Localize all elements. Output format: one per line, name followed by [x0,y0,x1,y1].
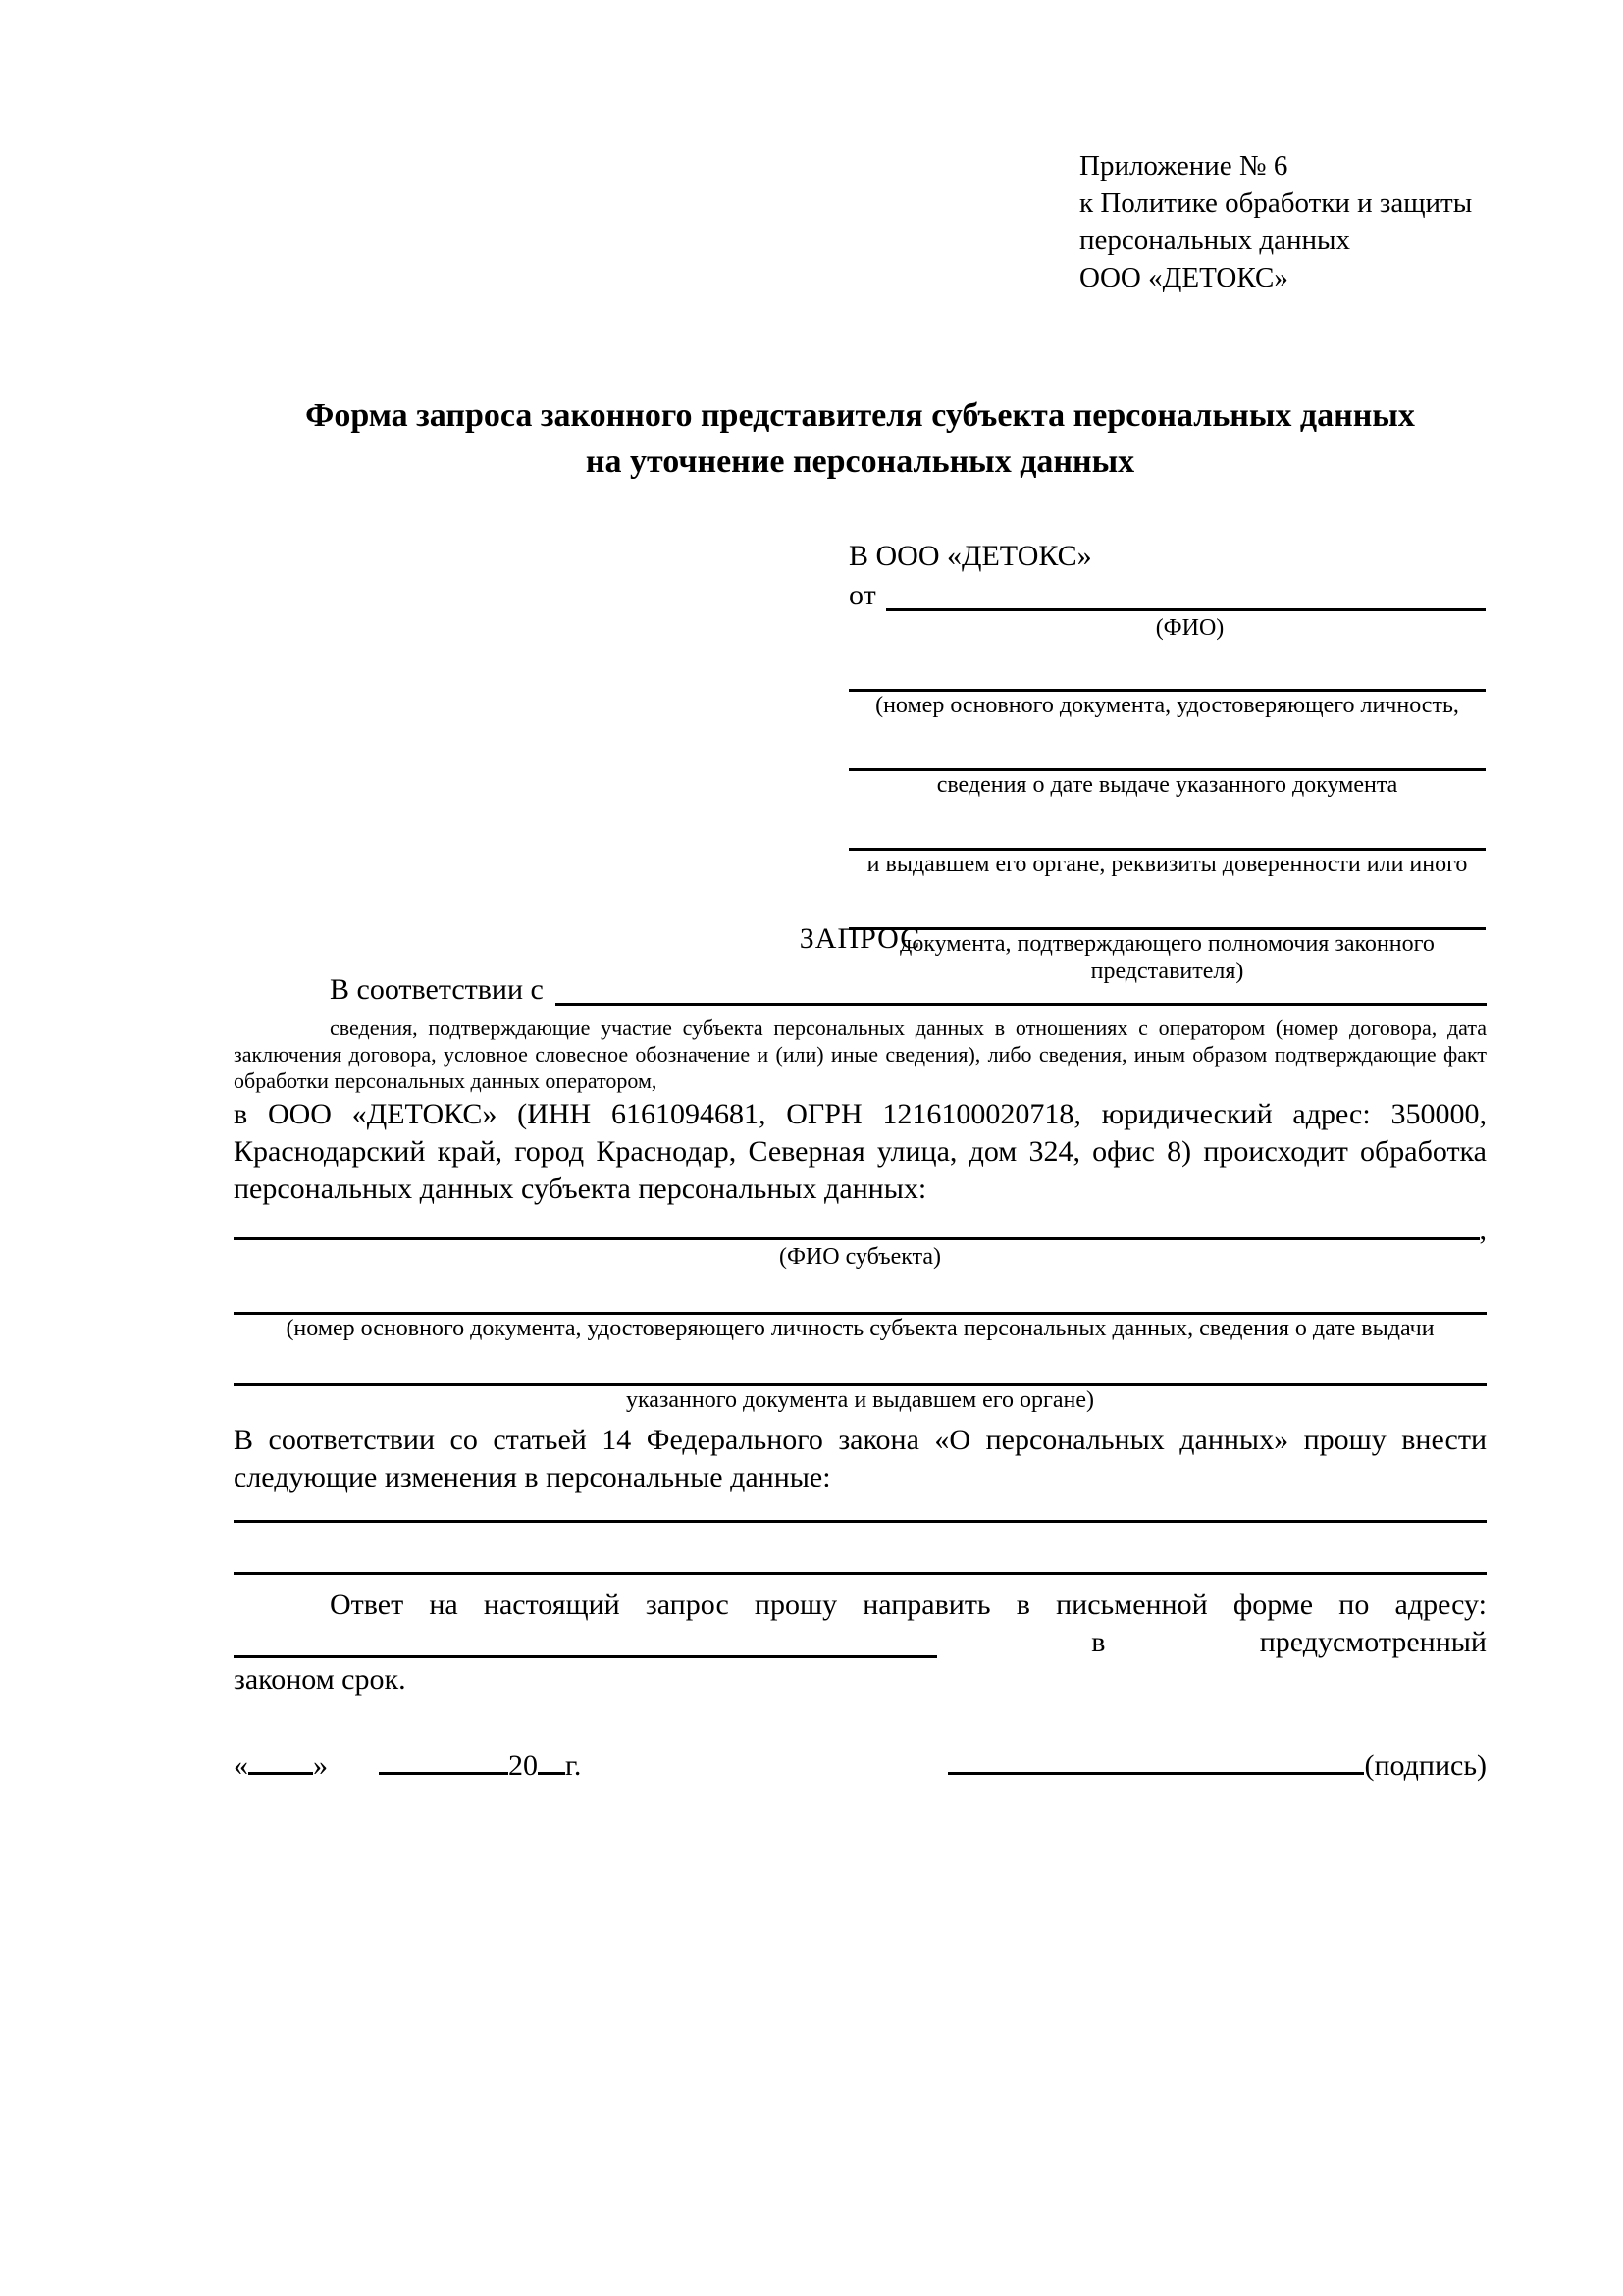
addressee-to: В ООО «ДЕТОКС» [849,540,1092,572]
date-year-suffix: г. [565,1749,582,1782]
answer-word-in: в [1091,1626,1106,1658]
date-signature-row [234,1748,1487,1787]
trailing-comma: , [1479,1214,1487,1246]
subject-fio-blank-line [234,1212,1480,1240]
addressee-block [849,538,1486,985]
basis-blank-line [555,971,1487,1006]
representative-doc-caption-3: и выдавшем его органе, реквизиты доверенности или иного [866,852,1468,877]
document-title-line: на уточнение персональных данных [585,444,1135,480]
subject-fio-caption: (ФИО субъекта) [778,1244,942,1270]
answer-closing-line: законом срок. [234,1663,406,1696]
representative-doc-caption-4: документа, подтверждающего полномочия законного представителя) [900,931,1435,984]
address-blank-line [234,1624,937,1658]
appendix-line: Приложение № 6 [1079,150,1288,182]
document-title [234,392,1487,485]
appendix-block [1079,147,1472,296]
appendix-line: персональных данных [1079,225,1351,256]
subject-doc-caption-1: (номер основного документа, удостоверяющего личность субъекта персональных данных, сведения о дате выдачи [286,1316,1435,1341]
subject-fio-row [234,1212,1487,1246]
basis-row [234,971,1487,1009]
signature-field [948,1748,1487,1787]
answer-request-line: Ответ на настоящий запрос прошу направить в письменной форме по адресу: [330,1589,1487,1621]
answer-address-row [234,1624,1487,1661]
representative-doc-caption-1: (номер основного документа, удостоверяющего личность, [875,693,1459,718]
changes-blank-line-2 [234,1572,1487,1575]
from-label: от [849,579,876,611]
request-heading: ЗАПРОС [799,922,921,955]
operator-paragraph: в ООО «ДЕТОКС» (ИНН 6161094681, ОГРН 1216100020718, юридический адрес: 350000, Краснодарский край, город Краснодар, Северная улица, дом 324, офис 8) происходит обработка персональных данных субъекта персональных данных: [234,1098,1487,1205]
appendix-line: к Политике обработки и защиты [1079,187,1473,219]
date-field [234,1748,581,1787]
signature-caption: (подпись) [1364,1749,1487,1782]
date-quote-close: » [313,1749,328,1782]
law-paragraph: В соответствии со статьей 14 Федерального закона «О персональных данных» прошу внести следующие изменения в персональные данные: [234,1424,1487,1493]
document-title-line: Форма запроса законного представителя субъекта персональных данных [305,397,1415,434]
date-day-blank [248,1772,313,1775]
date-year-blank [538,1772,565,1775]
date-month-blank [379,1772,508,1775]
date-quote-open: « [234,1749,248,1782]
request-body [234,920,1487,1787]
fio-caption: (ФИО) [1155,615,1225,641]
answer-word-stipulated: предусмотренный [1259,1626,1487,1658]
representative-doc-caption-2: сведения о дате выдаче указанного документа [936,772,1398,798]
subject-doc-caption-2: указанного документа и выдавшем его органе) [625,1387,1095,1413]
changes-blank-line-1 [234,1520,1487,1523]
appendix-line: ООО «ДЕТОКС» [1079,262,1288,293]
fio-blank-line [886,577,1486,611]
signature-blank-line [948,1772,1364,1775]
basis-prefix: В соответствии с [330,973,544,1006]
from-row [849,577,1486,614]
basis-footnote: сведения, подтверждающие участие субъекта персональных данных в отношениях с оператором (номер договора, дата заключения договора, условное словесное обозначение и (или) иные сведения), либо сведения, иным образом подтверждающие факт обработки персональных данных оператором, [234,1016,1487,1093]
date-year-prefix: 20 [508,1749,538,1782]
